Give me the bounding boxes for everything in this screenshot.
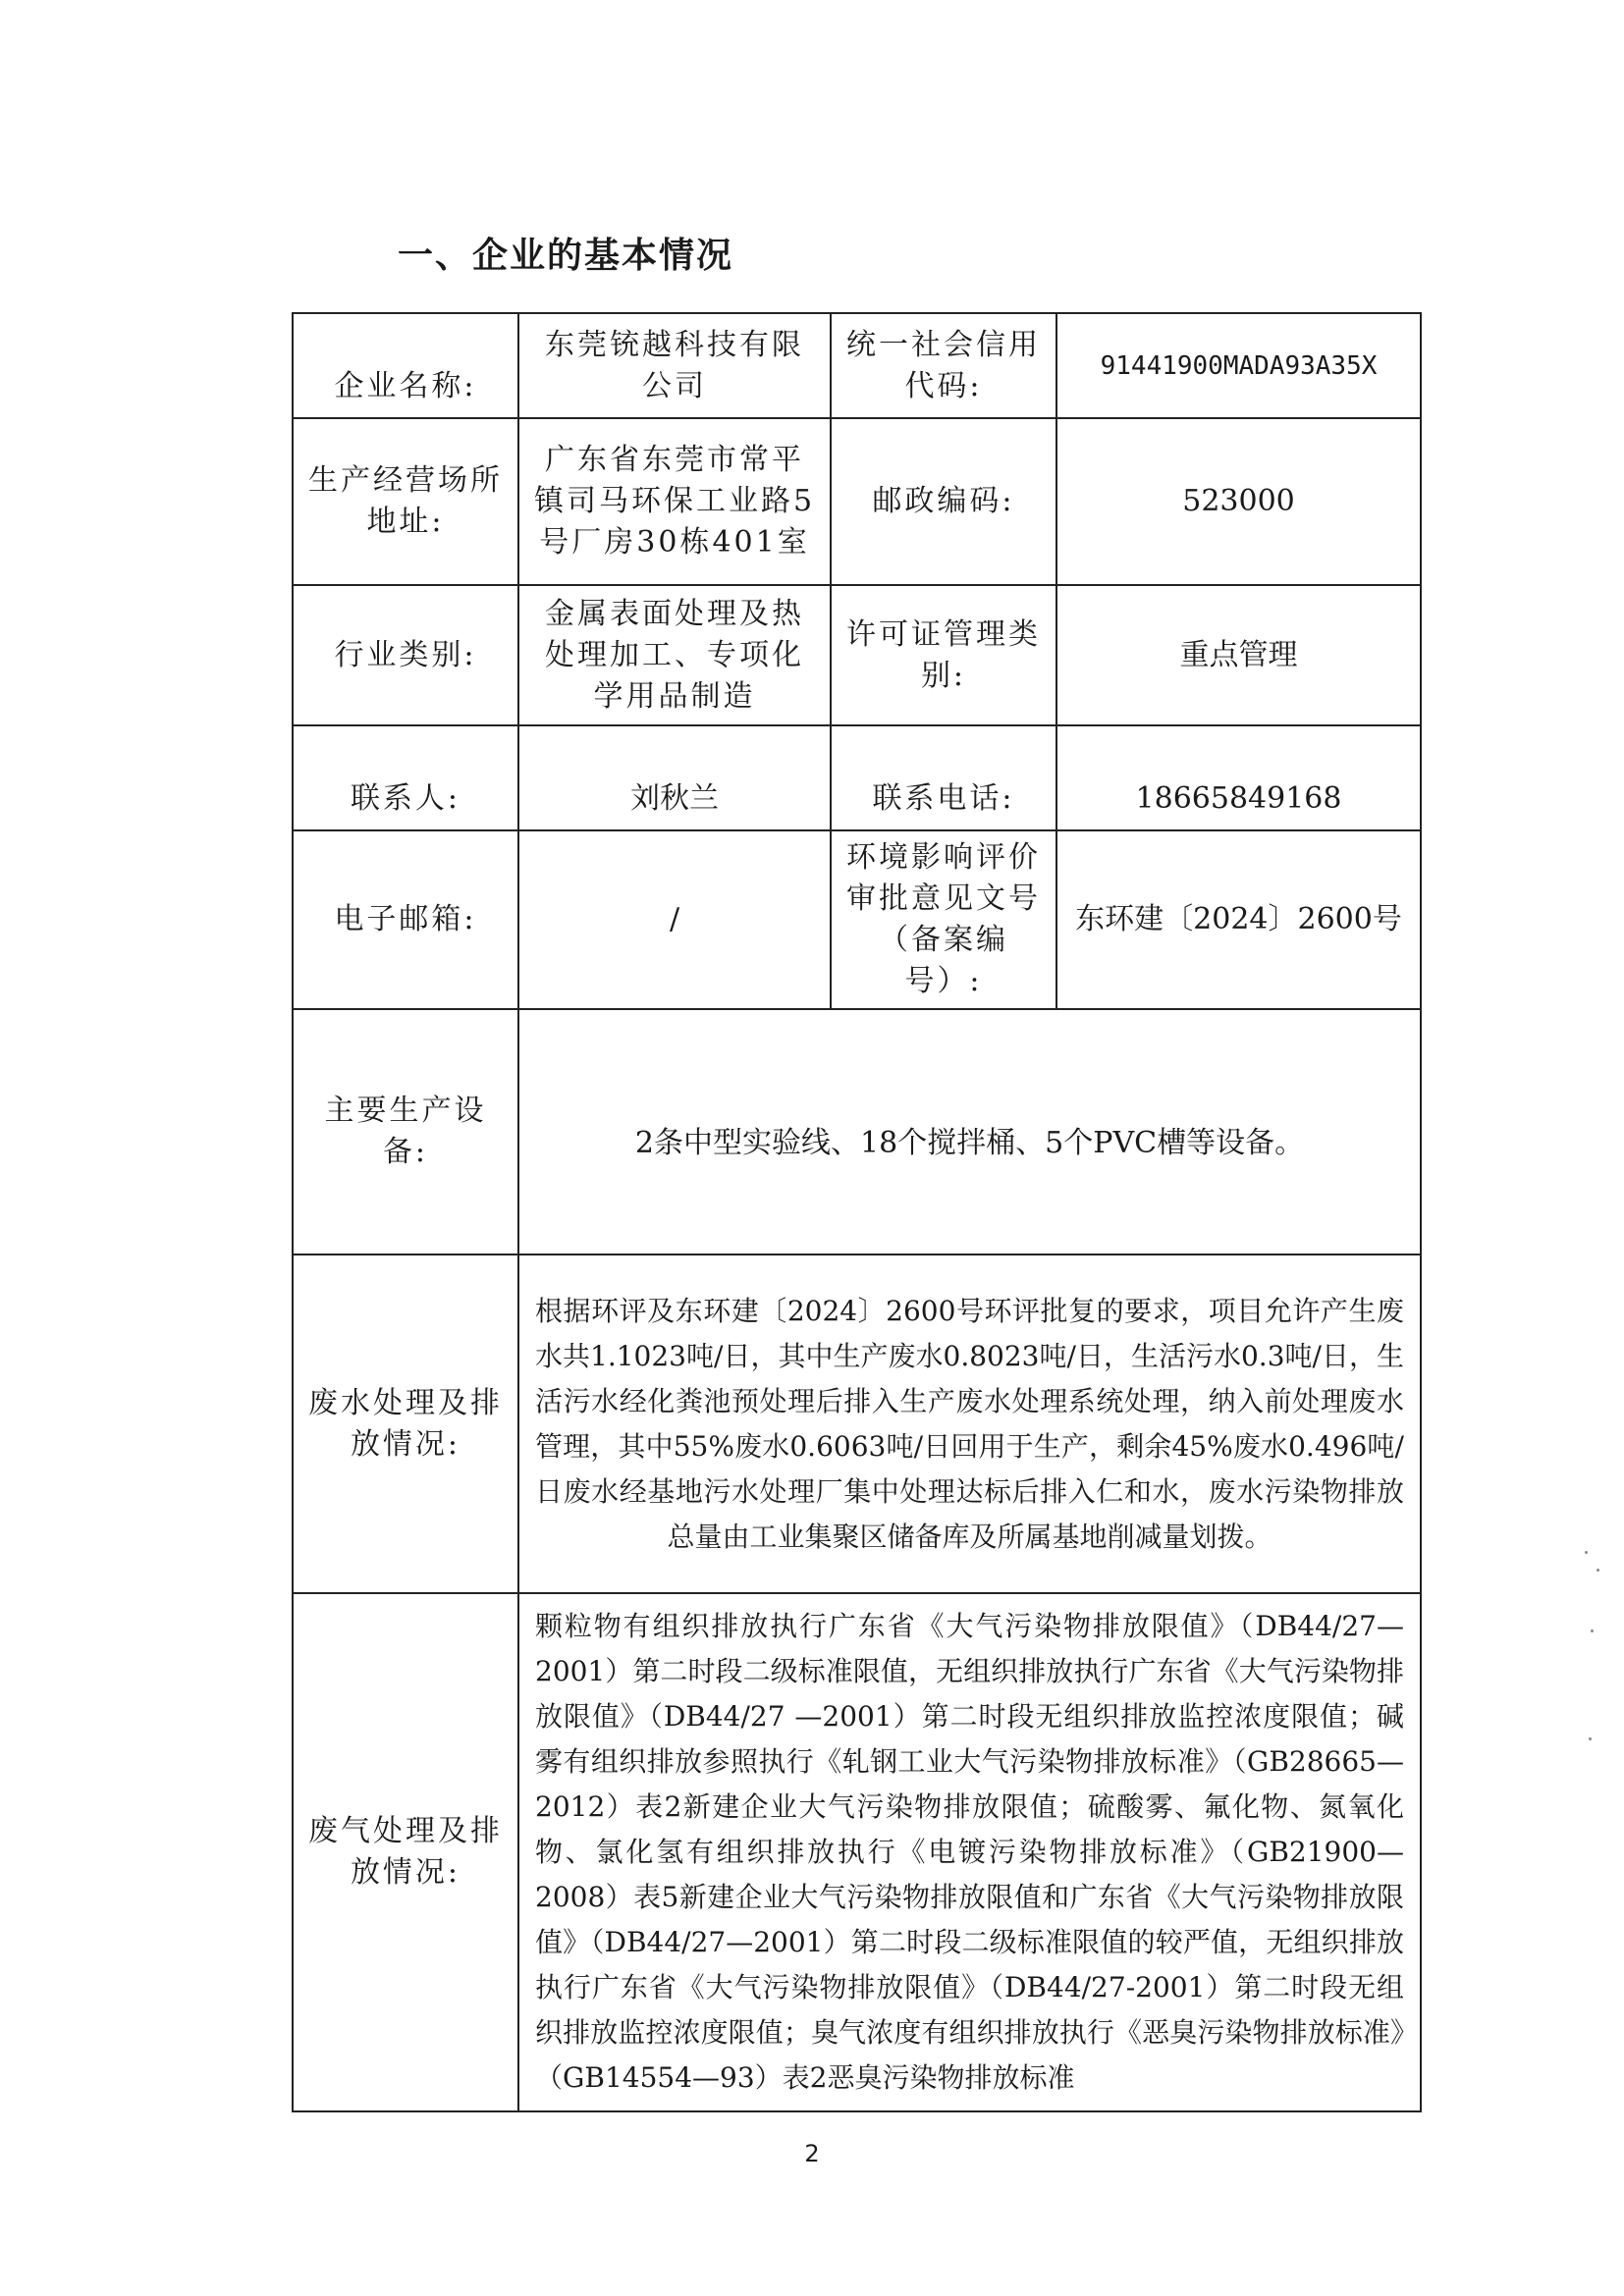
table-row <box>293 1593 1421 2111</box>
table-row <box>293 1255 1421 1593</box>
scan-speck <box>1597 1569 1599 1572</box>
equipment-label: 主要生产设备: <box>293 1009 518 1255</box>
company-name-label: 企业名称: <box>293 313 518 418</box>
email-label: 电子邮箱: <box>293 830 518 1009</box>
wastewater-value: 根据环评及东环建〔2024〕2600号环评批复的要求，项目允许产生废水共1.1023吨/日，其中生产废水0.8023吨/日，生活污水0.3吨/日，生活污水经化粪池预处理后排入生产废水处理系统处理，纳入前处理废水管理，其中55%废水0.6063吨/日回用于生产，剩余45%废水0.496吨/日废水经基地污水处理厂集中处理达标后排入仁和水，废水污染物排放总量由工业集聚区储备库及所属基地削减量划拨。 <box>518 1255 1421 1593</box>
company-name-value: 东莞铳越科技有限公司 <box>518 313 831 418</box>
phone-label: 联系电话: <box>831 725 1056 830</box>
scan-speck <box>1589 1737 1592 1740</box>
address-value: 广东省东莞市常平镇司马环保工业路5号厂房30栋401室 <box>518 418 831 585</box>
permit-category-value: 重点管理 <box>1056 585 1421 725</box>
table-row <box>293 313 1421 418</box>
table-row <box>293 830 1421 1009</box>
table-row <box>293 725 1421 830</box>
address-label: 生产经营场所地址: <box>293 418 518 585</box>
scan-speck <box>1585 1551 1588 1554</box>
table-row <box>293 418 1421 585</box>
email-value: / <box>518 830 831 1009</box>
eia-number-value: 东环建〔2024〕2600号 <box>1056 830 1421 1009</box>
eia-number-label: 环境影响评价审批意见文号（备案编号）: <box>831 830 1056 1009</box>
contact-value: 刘秋兰 <box>518 725 831 830</box>
table-row <box>293 1009 1421 1255</box>
industry-value: 金属表面处理及热处理加工、专项化学用品制造 <box>518 585 831 725</box>
permit-category-label: 许可证管理类别: <box>831 585 1056 725</box>
credit-code-value: 91441900MADA93A35X <box>1056 313 1421 418</box>
page-number: 2 <box>804 2140 820 2167</box>
exhaust-label: 废气处理及排放情况: <box>293 1593 518 2111</box>
phone-value: 18665849168 <box>1056 725 1421 830</box>
enterprise-info-table <box>292 312 1422 2112</box>
equipment-value: 2条中型实验线、18个搅拌桶、5个PVC槽等设备。 <box>518 1009 1421 1255</box>
table-row <box>293 585 1421 725</box>
postal-code-label: 邮政编码: <box>831 418 1056 585</box>
wastewater-label: 废水处理及排放情况: <box>293 1255 518 1593</box>
scan-speck <box>1591 1629 1594 1632</box>
contact-label: 联系人: <box>293 725 518 830</box>
credit-code-label: 统一社会信用代码: <box>831 313 1056 418</box>
section-title: 一、企业的基本情况 <box>398 236 734 276</box>
exhaust-value: 颗粒物有组织排放执行广东省《大气污染物排放限值》（DB44/27—2001）第二时段二级标准限值，无组织排放执行广东省《大气污染物排放限值》（DB44/27 —2001）第二时段无组织排放监控浓度限值；碱雾有组织排放参照执行《轧钢工业大气污染物排放标准》（GB28665—2012）表2新建企业大气污染物排放限值；硫酸雾、氟化物、氮氧化物、氯化氢有组织排放执行《电镀污染物排放标准》（GB21900—2008）表5新建企业大气污染物排放限值和广东省《大气污染物排放限值》（DB44/27—2001）第二时段二级标准限值的较严值，无组织排放执行广东省《大气污染物排放限值》（DB44/27-2001）第二时段无组织排放监控浓度限值；臭气浓度有组织排放执行《恶臭污染物排放标准》（GB14554—93）表2恶臭污染物排放标准 <box>518 1593 1421 2111</box>
postal-code-value: 523000 <box>1056 418 1421 585</box>
industry-label: 行业类别: <box>293 585 518 725</box>
